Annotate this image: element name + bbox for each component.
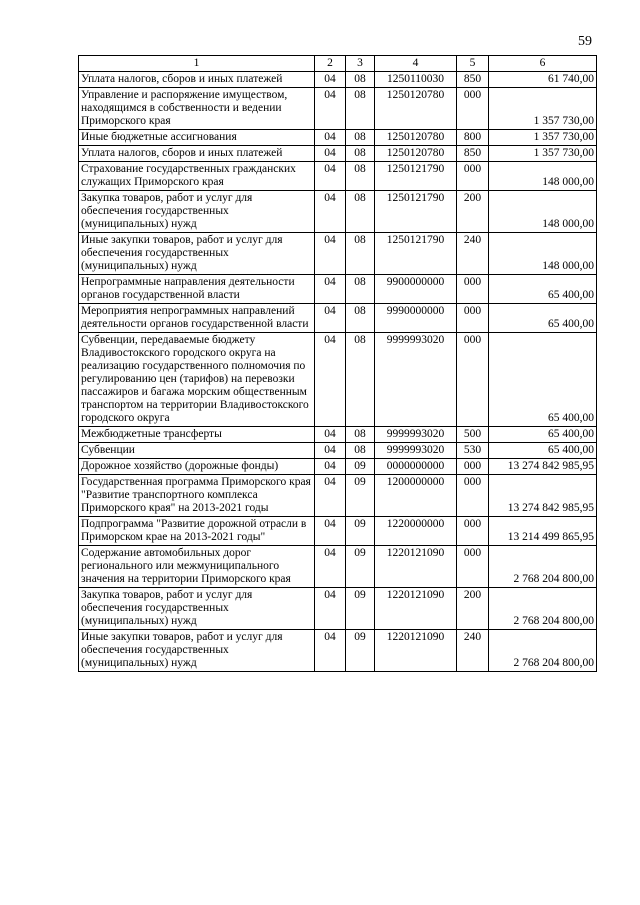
expense-type-cell: 000 bbox=[457, 88, 489, 130]
expense-type-cell: 000 bbox=[457, 459, 489, 475]
table-row bbox=[79, 517, 597, 546]
target-article-cell: 1250120780 bbox=[375, 88, 457, 130]
section-code-cell: 04 bbox=[315, 517, 346, 546]
target-article-cell: 9990000000 bbox=[375, 304, 457, 333]
target-article-cell: 1250120780 bbox=[375, 130, 457, 146]
target-article-cell: 0000000000 bbox=[375, 459, 457, 475]
section-code-cell: 04 bbox=[315, 588, 346, 630]
row-name-cell: Иные бюджетные ассигнования bbox=[79, 130, 315, 146]
table-row bbox=[79, 588, 597, 630]
amount-cell: 13 274 842 985,95 bbox=[489, 475, 597, 517]
target-article-cell: 1200000000 bbox=[375, 475, 457, 517]
expense-type-cell: 000 bbox=[457, 162, 489, 191]
expense-type-cell: 200 bbox=[457, 191, 489, 233]
header-cell: 5 bbox=[457, 56, 489, 72]
page-number: 59 bbox=[578, 34, 592, 49]
table-row bbox=[79, 630, 597, 672]
section-code-cell: 04 bbox=[315, 427, 346, 443]
target-article-cell: 1250110030 bbox=[375, 72, 457, 88]
amount-cell: 65 400,00 bbox=[489, 333, 597, 427]
subsection-code-cell: 09 bbox=[346, 459, 375, 475]
amount-cell: 2 768 204 800,00 bbox=[489, 588, 597, 630]
row-name-cell: Мероприятия непрограммных направлений деятельности органов государственной власти bbox=[79, 304, 315, 333]
target-article-cell: 1250120780 bbox=[375, 146, 457, 162]
target-article-cell: 1220121090 bbox=[375, 588, 457, 630]
section-code-cell: 04 bbox=[315, 630, 346, 672]
row-name-cell: Субвенции bbox=[79, 443, 315, 459]
row-name-cell: Страхование государственных гражданских служащих Приморского края bbox=[79, 162, 315, 191]
expense-type-cell: 240 bbox=[457, 233, 489, 275]
row-name-cell: Подпрограмма "Развитие дорожной отрасли в Приморском крае на 2013-2021 годы" bbox=[79, 517, 315, 546]
expense-type-cell: 000 bbox=[457, 333, 489, 427]
row-name-cell: Иные закупки товаров, работ и услуг для обеспечения государственных (муниципальных) нужд bbox=[79, 233, 315, 275]
table-row bbox=[79, 546, 597, 588]
subsection-code-cell: 08 bbox=[346, 333, 375, 427]
subsection-code-cell: 09 bbox=[346, 630, 375, 672]
amount-cell: 1 357 730,00 bbox=[489, 130, 597, 146]
amount-cell: 2 768 204 800,00 bbox=[489, 630, 597, 672]
section-code-cell: 04 bbox=[315, 459, 346, 475]
subsection-code-cell: 09 bbox=[346, 475, 375, 517]
target-article-cell: 9999993020 bbox=[375, 443, 457, 459]
amount-cell: 1 357 730,00 bbox=[489, 88, 597, 130]
table-row bbox=[79, 191, 597, 233]
subsection-code-cell: 08 bbox=[346, 427, 375, 443]
expense-type-cell: 000 bbox=[457, 517, 489, 546]
table-body bbox=[79, 72, 597, 672]
header-cell: 2 bbox=[315, 56, 346, 72]
row-name-cell: Содержание автомобильных дорог регионального или межмуниципального значения на территории Приморского края bbox=[79, 546, 315, 588]
row-name-cell: Закупка товаров, работ и услуг для обеспечения государственных (муниципальных) нужд bbox=[79, 191, 315, 233]
table-row bbox=[79, 304, 597, 333]
table-row bbox=[79, 275, 597, 304]
section-code-cell: 04 bbox=[315, 333, 346, 427]
target-article-cell: 1250121790 bbox=[375, 233, 457, 275]
section-code-cell: 04 bbox=[315, 233, 346, 275]
expense-type-cell: 000 bbox=[457, 475, 489, 517]
table-row bbox=[79, 443, 597, 459]
section-code-cell: 04 bbox=[315, 130, 346, 146]
amount-cell: 13 214 499 865,95 bbox=[489, 517, 597, 546]
table-row bbox=[79, 333, 597, 427]
expense-type-cell: 000 bbox=[457, 275, 489, 304]
subsection-code-cell: 08 bbox=[346, 72, 375, 88]
subsection-code-cell: 08 bbox=[346, 304, 375, 333]
amount-cell: 148 000,00 bbox=[489, 233, 597, 275]
target-article-cell: 9999993020 bbox=[375, 427, 457, 443]
budget-table bbox=[78, 55, 597, 672]
amount-cell: 13 274 842 985,95 bbox=[489, 459, 597, 475]
subsection-code-cell: 08 bbox=[346, 146, 375, 162]
amount-cell: 65 400,00 bbox=[489, 304, 597, 333]
section-code-cell: 04 bbox=[315, 72, 346, 88]
section-code-cell: 04 bbox=[315, 162, 346, 191]
target-article-cell: 1220000000 bbox=[375, 517, 457, 546]
table-header bbox=[79, 56, 597, 72]
section-code-cell: 04 bbox=[315, 304, 346, 333]
expense-type-cell: 530 bbox=[457, 443, 489, 459]
subsection-code-cell: 08 bbox=[346, 275, 375, 304]
row-name-cell: Дорожное хозяйство (дорожные фонды) bbox=[79, 459, 315, 475]
row-name-cell: Субвенции, передаваемые бюджету Владивостокского городского округа на реализацию государственного полномочия по регулированию цен (тарифов) на перевозки пассажиров и багажа морским общественным транспортом на территории Владивостокского городского округа bbox=[79, 333, 315, 427]
amount-cell: 65 400,00 bbox=[489, 427, 597, 443]
amount-cell: 65 400,00 bbox=[489, 275, 597, 304]
section-code-cell: 04 bbox=[315, 443, 346, 459]
target-article-cell: 9999993020 bbox=[375, 333, 457, 427]
table-row bbox=[79, 427, 597, 443]
section-code-cell: 04 bbox=[315, 191, 346, 233]
table-row bbox=[79, 146, 597, 162]
amount-cell: 65 400,00 bbox=[489, 443, 597, 459]
row-name-cell: Закупка товаров, работ и услуг для обеспечения государственных (муниципальных) нужд bbox=[79, 588, 315, 630]
row-name-cell: Непрограммные направления деятельности органов государственной власти bbox=[79, 275, 315, 304]
row-name-cell: Уплата налогов, сборов и иных платежей bbox=[79, 146, 315, 162]
table-row bbox=[79, 72, 597, 88]
target-article-cell: 1250121790 bbox=[375, 191, 457, 233]
amount-cell: 1 357 730,00 bbox=[489, 146, 597, 162]
target-article-cell: 9900000000 bbox=[375, 275, 457, 304]
expense-type-cell: 500 bbox=[457, 427, 489, 443]
target-article-cell: 1220121090 bbox=[375, 546, 457, 588]
expense-type-cell: 800 bbox=[457, 130, 489, 146]
amount-cell: 61 740,00 bbox=[489, 72, 597, 88]
section-code-cell: 04 bbox=[315, 146, 346, 162]
target-article-cell: 1250121790 bbox=[375, 162, 457, 191]
table-row bbox=[79, 88, 597, 130]
subsection-code-cell: 08 bbox=[346, 233, 375, 275]
row-name-cell: Межбюджетные трансферты bbox=[79, 427, 315, 443]
section-code-cell: 04 bbox=[315, 275, 346, 304]
table-row bbox=[79, 233, 597, 275]
target-article-cell: 1220121090 bbox=[375, 630, 457, 672]
section-code-cell: 04 bbox=[315, 475, 346, 517]
amount-cell: 148 000,00 bbox=[489, 162, 597, 191]
expense-type-cell: 000 bbox=[457, 546, 489, 588]
section-code-cell: 04 bbox=[315, 546, 346, 588]
row-name-cell: Государственная программа Приморского края "Развитие транспортного комплекса Приморского края" на 2013-2021 годы bbox=[79, 475, 315, 517]
expense-type-cell: 000 bbox=[457, 304, 489, 333]
header-cell: 3 bbox=[346, 56, 375, 72]
table-row bbox=[79, 459, 597, 475]
header-cell: 1 bbox=[79, 56, 315, 72]
amount-cell: 148 000,00 bbox=[489, 191, 597, 233]
subsection-code-cell: 08 bbox=[346, 88, 375, 130]
table-row bbox=[79, 475, 597, 517]
subsection-code-cell: 09 bbox=[346, 546, 375, 588]
expense-type-cell: 200 bbox=[457, 588, 489, 630]
subsection-code-cell: 08 bbox=[346, 162, 375, 191]
subsection-code-cell: 09 bbox=[346, 588, 375, 630]
expense-type-cell: 850 bbox=[457, 146, 489, 162]
row-name-cell: Уплата налогов, сборов и иных платежей bbox=[79, 72, 315, 88]
header-cell: 4 bbox=[375, 56, 457, 72]
row-name-cell: Управление и распоряжение имуществом, находящимся в собственности и ведении Приморского края bbox=[79, 88, 315, 130]
table-row bbox=[79, 162, 597, 191]
header-cell: 6 bbox=[489, 56, 597, 72]
section-code-cell: 04 bbox=[315, 88, 346, 130]
subsection-code-cell: 08 bbox=[346, 191, 375, 233]
amount-cell: 2 768 204 800,00 bbox=[489, 546, 597, 588]
row-name-cell: Иные закупки товаров, работ и услуг для обеспечения государственных (муниципальных) нужд bbox=[79, 630, 315, 672]
table-row bbox=[79, 130, 597, 146]
expense-type-cell: 240 bbox=[457, 630, 489, 672]
subsection-code-cell: 08 bbox=[346, 443, 375, 459]
expense-type-cell: 850 bbox=[457, 72, 489, 88]
subsection-code-cell: 09 bbox=[346, 517, 375, 546]
subsection-code-cell: 08 bbox=[346, 130, 375, 146]
